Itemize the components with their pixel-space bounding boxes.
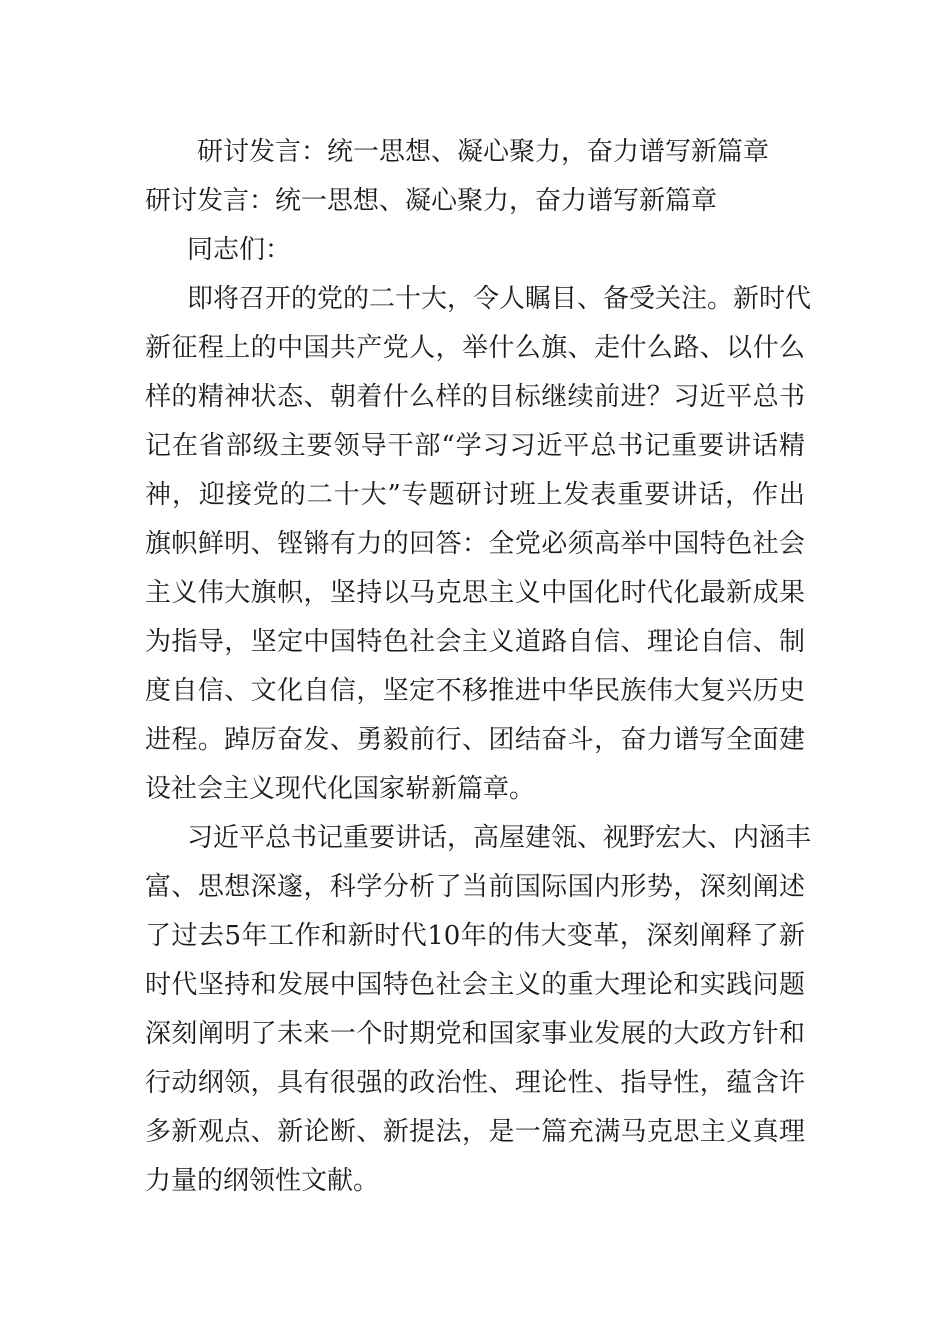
paragraph-line: 新征程上的中国共产党人，举什么旗、走什么路、以什么 [145,333,805,363]
paragraph-line: 力量的纲领性文献。 [145,1166,380,1196]
paragraph-line: 时代坚持和发展中国特色社会主义的重大理论和实践问题 [145,970,805,1000]
paragraph-line: 进程。踔厉奋发、勇毅前行、团结奋斗，奋力谱写全面建 [145,725,805,755]
salutation: 同志们： [187,235,292,265]
paragraph-line: 神，迎接党的二十大”专题研讨班上发表重要讲话，作出 [145,480,805,510]
paragraph-2 [145,814,812,1206]
document-body [145,128,812,1206]
document-subtitle: 研讨发言：统一思想、凝心聚力，奋力谱写新篇章 [145,186,718,216]
paragraph-line: 主义伟大旗帜，坚持以马克思主义中国化时代化最新成果 [145,578,805,608]
document-title: 研讨发言：统一思想、凝心聚力，奋力谱写新篇章 [197,137,770,167]
paragraph-line: 度自信、文化自信，坚定不移推进中华民族伟大复兴历史 [145,676,805,706]
paragraph-line: 即将召开的党的二十大，令人瞩目、备受关注。新时代 [187,284,812,314]
paragraph-line: 为指导，坚定中国特色社会主义道路自信、理论自信、制 [145,627,805,657]
paragraph-1 [145,275,812,814]
paragraph-line: 样的精神状态、朝着什么样的目标继续前进？习近平总书 [145,382,805,412]
paragraph-line: 记在省部级主要领导干部“学习习近平总书记重要讲话精 [145,431,805,461]
paragraph-line: 了过去5年工作和新时代10年的伟大变革，深刻阐释了新 [145,921,805,951]
paragraph-line: 多新观点、新论断、新提法，是一篇充满马克思主义真理 [145,1117,805,1147]
paragraph-line: 富、思想深邃，科学分析了当前国际国内形势，深刻阐述 [145,872,805,902]
paragraph-line: 行动纲领，具有很强的政治性、理论性、指导性，蕴含许 [145,1068,805,1098]
paragraph-line: 旗帜鲜明、铿锵有力的回答：全党必须高举中国特色社会 [145,529,805,559]
paragraph-line: 设社会主义现代化国家崭新篇章。 [145,774,536,804]
paragraph-line: 习近平总书记重要讲话，高屋建瓴、视野宏大、内涵丰 [187,823,812,853]
paragraph-line: 深刻阐明了未来一个时期党和国家事业发展的大政方针和 [145,1019,805,1049]
